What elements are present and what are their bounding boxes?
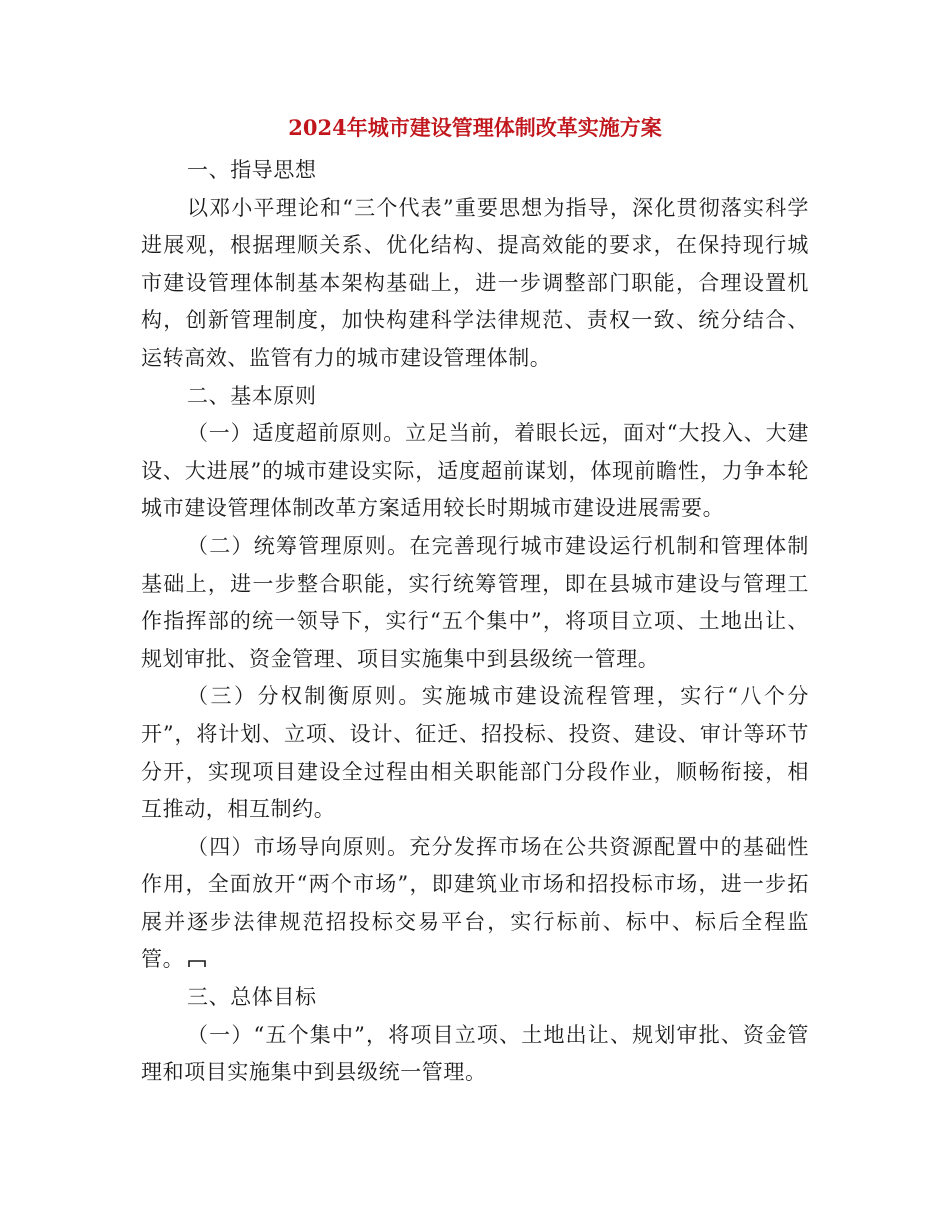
section-heading-overall-goals: 三、总体目标	[187, 985, 317, 1010]
paragraph-guiding-thought: 以邓小平理论和“三个代表”重要思想为指导，深化贯彻落实科学进展观，根据理顺关系、优化结构、提高效能的要求，在保持现行城市建设管理体制基本架构基础上，进一步调整部门职能，合理设置机构，创新管理制度，加快构建科学法律规范、责权一致、统分结合、运转高效、监管有力的城市建设管理体制。	[141, 195, 809, 370]
document-body	[141, 112, 809, 1092]
paragraph-principle-2: （二）统筹管理原则。在完善现行城市建设运行机制和管理体制基础上，进一步整合职能，实行统筹管理，即在县城市建设与管理工作指挥部的统一领导下，实行“五个集中”，将项目立项、土地出让、规划审批、资金管理、项目实施集中到县级统一管理。	[141, 533, 809, 671]
paragraph-principle-4-text: （四）市场导向原则。充分发挥市场在公共资源配置中的基础性作用，全面放开“两个市场”，即建筑业市场和招投标市场，进一步拓展并逐步法律规范招投标交易平台，实行标前、标中、标后全程监管。	[141, 834, 809, 972]
document-title: 2024年城市建设管理体制改革实施方案	[288, 115, 662, 140]
paragraph-principle-3: （三）分权制衡原则。实施城市建设流程管理，实行“八个分开”，将计划、立项、设计、征迁、招投标、投资、建设、审计等环节分开，实现项目建设全过程由相关职能部门分段作业，顺畅衔接，相互推动，相互制约。	[141, 684, 809, 822]
paragraph-principle-1: （一）适度超前原则。立足当前，着眼长远，面对“大投入、大建设、大进展”的城市建设实际，适度超前谋划，体现前瞻性，力争本轮城市建设管理体制改革方案适用较长时期城市建设进展需要。	[141, 421, 809, 521]
section-heading-guiding-thought: 一、指导思想	[187, 158, 317, 182]
paragraph-principle-4	[141, 829, 809, 979]
paragraph-goal-1: （一）“五个集中”，将项目立项、土地出让、规划审批、资金管理和项目实施集中到县级统一管理。	[141, 1022, 809, 1085]
paragraph-end-mark-icon	[188, 958, 206, 968]
section-heading-basic-principles: 二、基本原则	[187, 383, 317, 408]
